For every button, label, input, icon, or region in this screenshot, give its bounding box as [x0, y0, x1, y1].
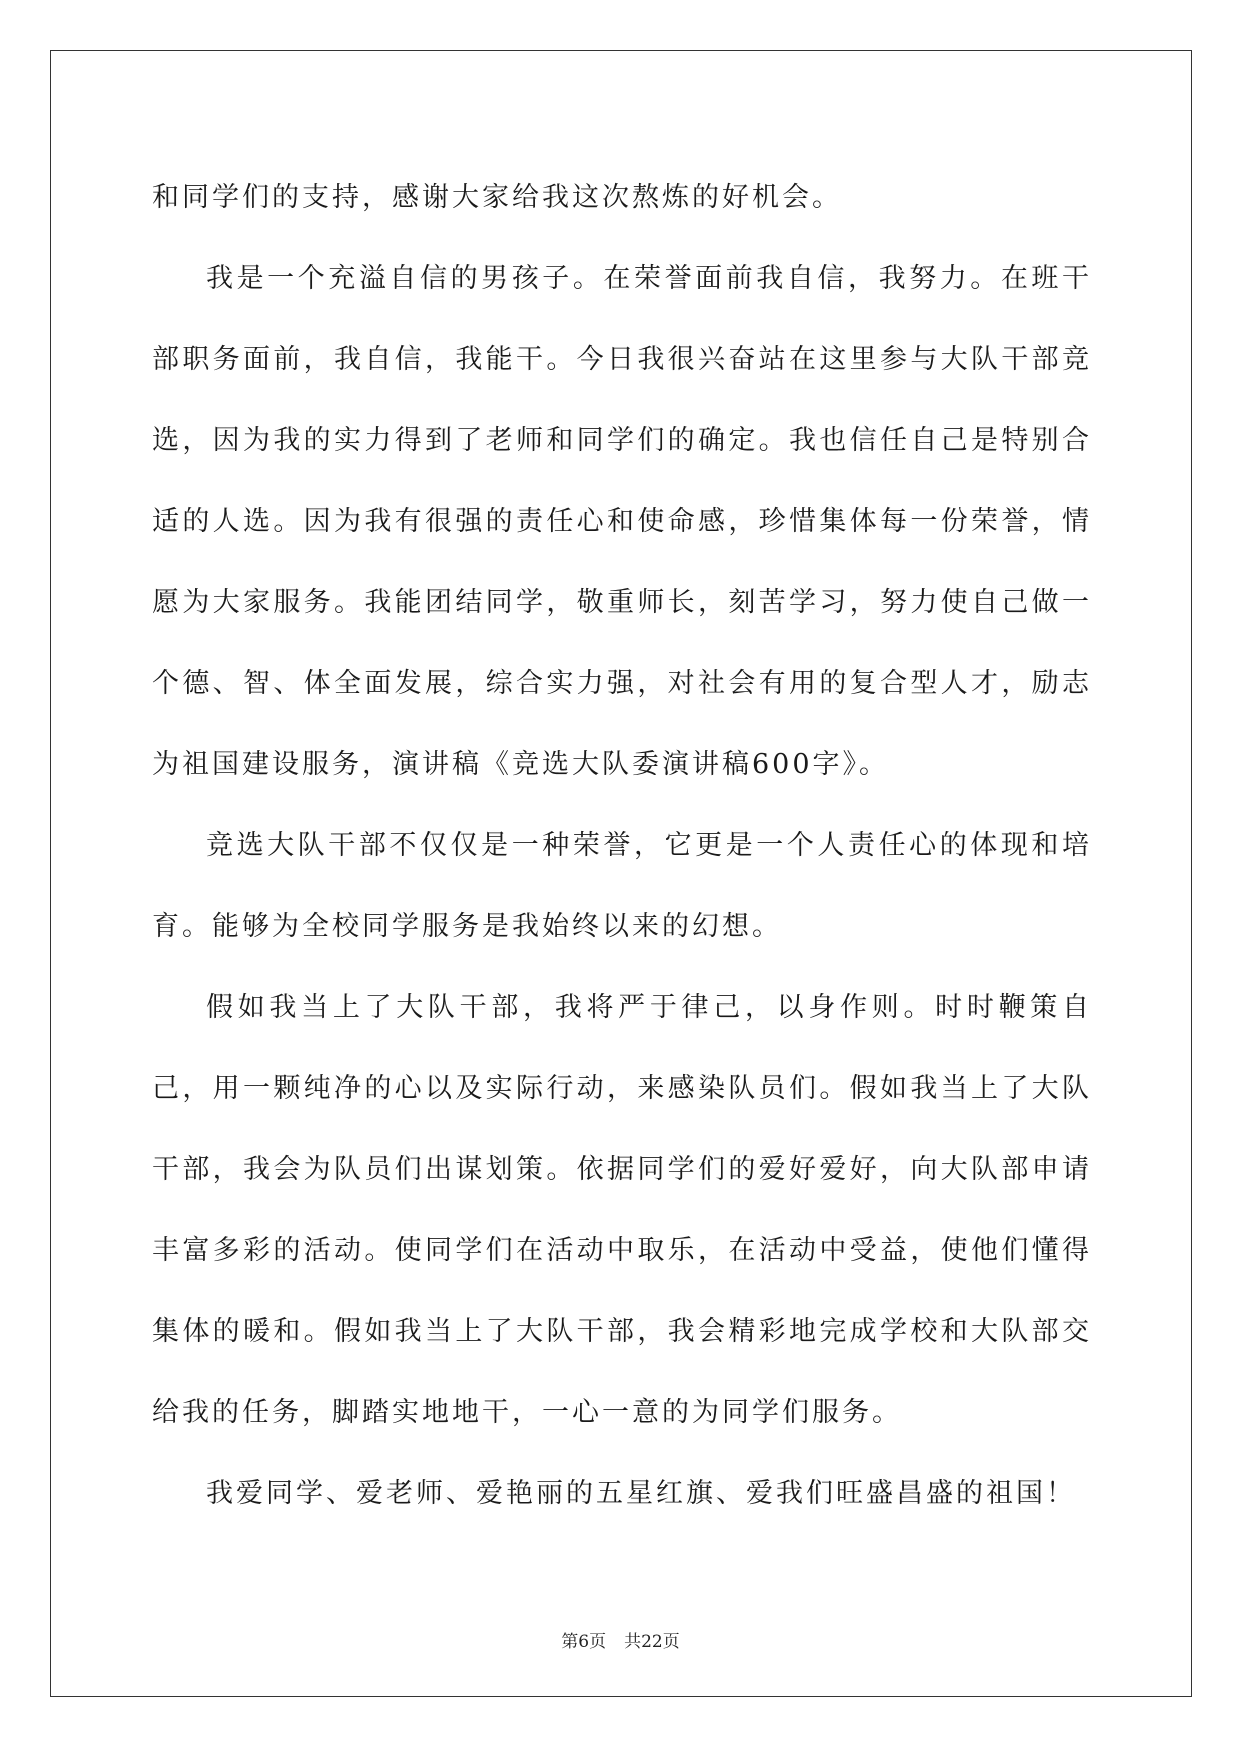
paragraph-closing: 我爱同学、爱老师、爱艳丽的五星红旗、爱我们旺盛昌盛的祖国！ — [206, 1478, 1076, 1509]
page-number: 第6页 — [561, 1632, 607, 1652]
paragraph-plans: 假如我当上了大队干部，我将严于律己，以身作则。时时鞭策自己，用一颗纯净的心以及实际行动，来感染队员们。假如我当上了大队干部，我会为队员们出谋划策。依据同学们的爱好爱好，向大队部申请丰富多彩的活动。使同学们在活动中取乐，在活动中受益，使他们懂得集体的暖和。假如我当上了大队干部，我会精彩地完成学校和大队部交给我的任务，脚踏实地地干，一心一意的为同学们服务。 — [152, 992, 1092, 1428]
paragraph-honor: 竞选大队干部不仅仅是一种荣誉，它更是一个人责任心的体现和培育。能够为全校同学服务是我始终以来的幻想。 — [152, 830, 1092, 942]
document-body — [152, 157, 1092, 1534]
page-footer — [0, 1630, 1241, 1654]
paragraph-continuation: 和同学们的支持，感谢大家给我这次熬炼的好机会。 — [152, 182, 842, 213]
paragraph-self-introduction: 我是一个充溢自信的男孩子。在荣誉面前我自信，我努力。在班干部职务面前，我自信，我能干。今日我很兴奋站在这里参与大队干部竞选，因为我的实力得到了老师和同学们的确定。我也信任自己是特别合适的人选。因为我有很强的责任心和使命感，珍惜集体每一份荣誉，情愿为大家服务。我能团结同学，敬重师长，刻苦学习，努力使自己做一个德、智、体全面发展，综合实力强，对社会有用的复合型人才，励志为祖国建设服务，演讲稿《竞选大队委演讲稿600字》。 — [152, 263, 1092, 780]
page-total: 共22页 — [624, 1632, 680, 1652]
